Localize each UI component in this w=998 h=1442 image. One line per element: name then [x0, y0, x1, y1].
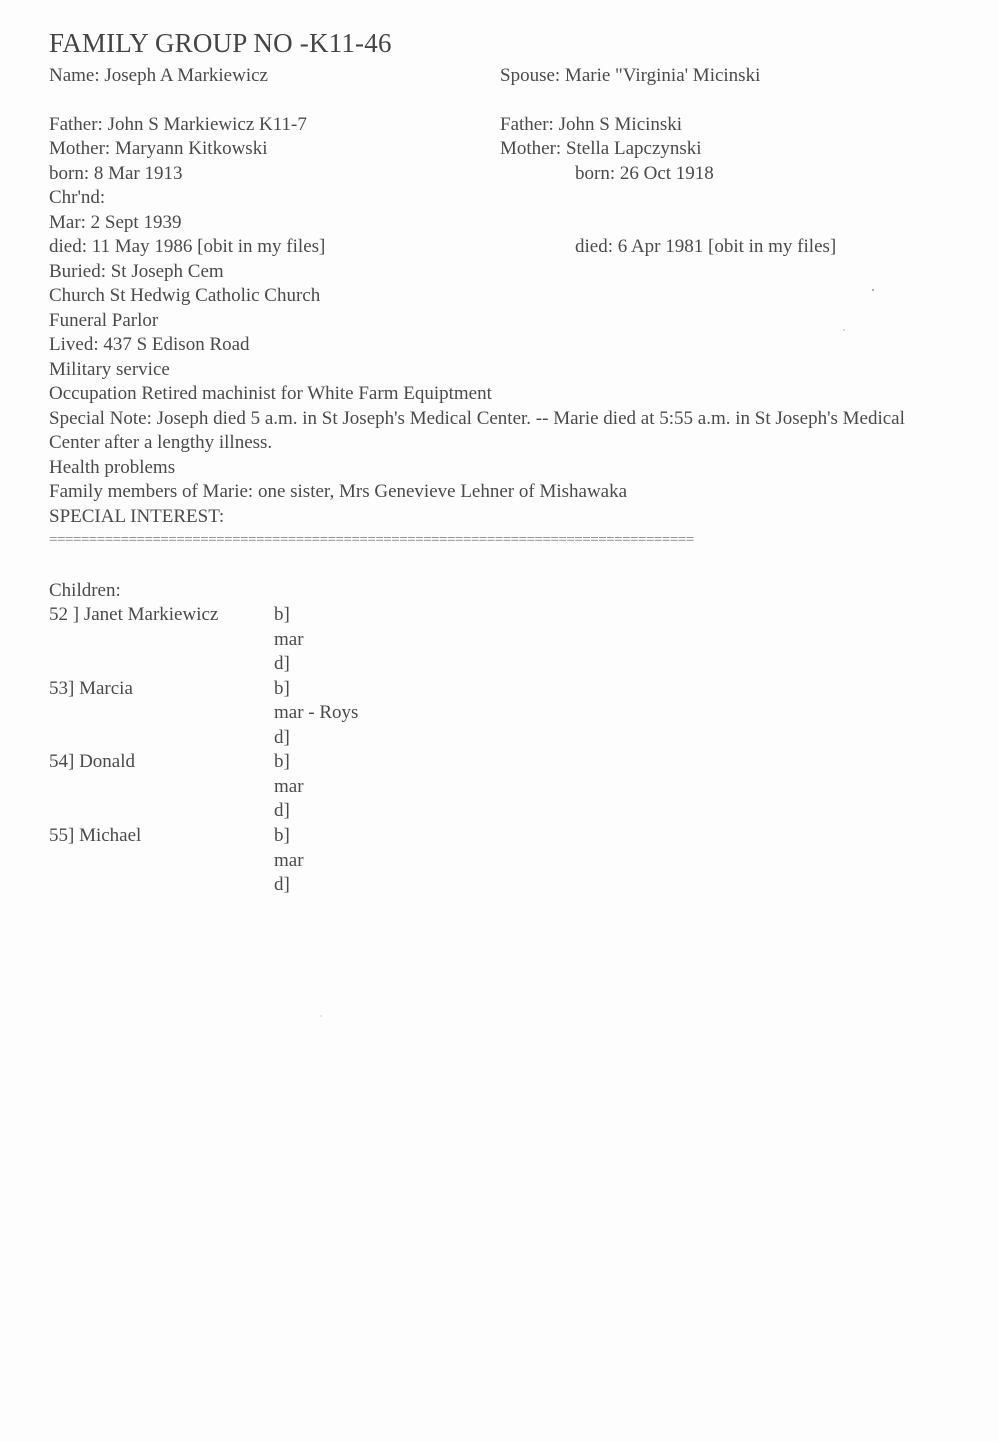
child-married: mar - Roys — [274, 702, 359, 723]
child-died: d] — [274, 800, 290, 821]
child-died: d] — [274, 727, 290, 748]
spouse-mother: Mother: Stella Lapczynski — [500, 138, 702, 159]
husband-name: Name: Joseph A Markiewicz — [49, 65, 268, 86]
spouse-father: Father: John S Micinski — [500, 114, 683, 135]
child-born: b] — [274, 678, 290, 699]
child-name: 53] Marcia — [49, 678, 133, 699]
page-title: FAMILY GROUP NO -K11-46 — [49, 28, 392, 58]
occupation: Occupation Retired machinist for White Farm Equiptment — [49, 383, 492, 404]
church: Church St Hedwig Catholic Church — [49, 285, 321, 306]
child-married: mar — [274, 850, 304, 871]
child-name: 54] Donald — [49, 751, 136, 772]
spouse-died: died: 6 Apr 1981 [obit in my files] — [575, 236, 837, 257]
child-name: 55] Michael — [49, 825, 142, 846]
child-name: 52 ] Janet Markiewicz — [49, 604, 219, 625]
family-members: Family members of Marie: one sister, Mrs Genevieve Lehner of Mishawaka — [49, 481, 628, 502]
military-service: Military service — [49, 359, 170, 380]
spouse-name: Spouse: Marie "Virginia' Micinski — [500, 65, 761, 86]
child-married: mar — [274, 776, 304, 797]
husband-christened: Chr'nd: — [49, 187, 106, 208]
separator-line: ================================================================================= — [49, 532, 694, 548]
child-died: d] — [274, 874, 290, 895]
husband-mother: Mother: Maryann Kitkowski — [49, 138, 268, 159]
child-born: b] — [274, 604, 290, 625]
husband-born: born: 8 Mar 1913 — [49, 163, 183, 184]
child-married: mar — [274, 629, 304, 650]
husband-died: died: 11 May 1986 [obit in my files] — [49, 236, 326, 257]
marriage-date: Mar: 2 Sept 1939 — [49, 212, 182, 233]
scan-speck — [872, 289, 874, 291]
health-problems: Health problems — [49, 457, 176, 478]
children-heading: Children: — [49, 580, 121, 601]
child-born: b] — [274, 751, 290, 772]
husband-father: Father: John S Markiewicz K11-7 — [49, 114, 307, 135]
lived: Lived: 437 S Edison Road — [49, 334, 250, 355]
spouse-born: born: 26 Oct 1918 — [575, 163, 714, 184]
funeral-parlor: Funeral Parlor — [49, 310, 159, 331]
special-note: Special Note: Joseph died 5 a.m. in St Joseph's Medical Center. -- Marie died at 5:55 a.m. in St Joseph's Medical Center after a lengthy illness. — [49, 408, 905, 453]
buried: Buried: St Joseph Cem — [49, 261, 224, 282]
scan-speck — [320, 1015, 322, 1017]
child-born: b] — [274, 825, 290, 846]
child-died: d] — [274, 653, 290, 674]
scan-speck — [843, 329, 845, 331]
special-interest: SPECIAL INTEREST: — [49, 506, 225, 527]
